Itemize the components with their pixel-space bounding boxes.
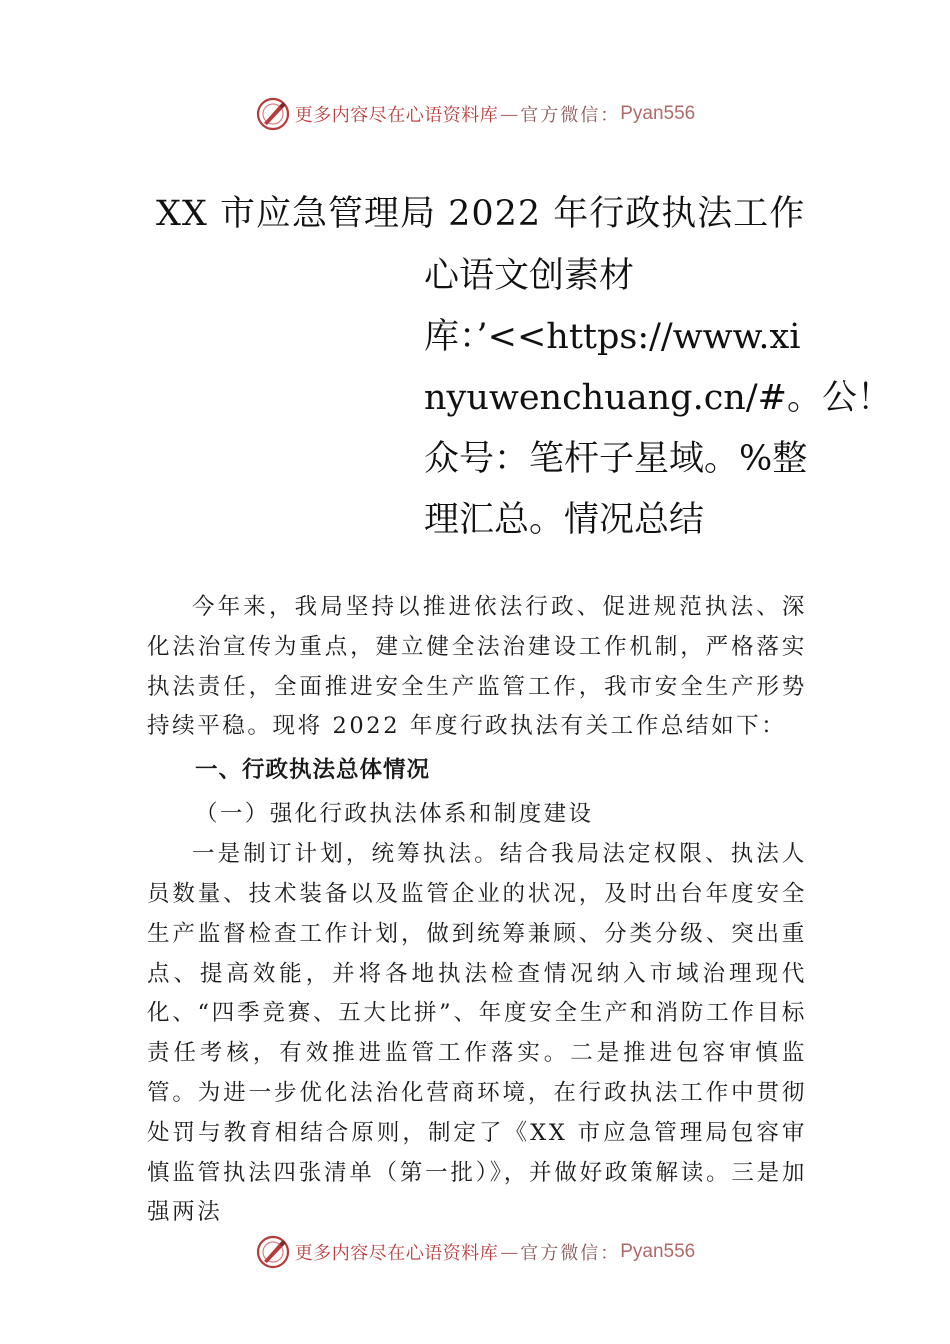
footer-banner <box>0 1232 950 1272</box>
banner-main-text: 更多内容尽在心语资料库 <box>294 105 499 126</box>
document-body <box>147 588 807 1233</box>
title-continuation <box>424 246 892 551</box>
title-line: 理汇总。情况总结 <box>424 500 705 540</box>
title-line: nyuwenchuang.cn/#。公！ <box>424 378 892 418</box>
title-line: 心语文创素材 <box>424 256 635 296</box>
subsection-heading: （一）强化行政执法体系和制度建设 <box>195 801 594 828</box>
banner-wechat-id: Pyan556 <box>620 103 696 124</box>
banner-wechat-label: 官方微信： <box>520 105 621 126</box>
banner-wechat-id: Pyan556 <box>620 1241 696 1262</box>
intro-paragraph: 今年来，我局坚持以推进依法行政、促进规范执法、深化法治宣传为重点，建立健全法治建设工作机制，严格落实执法责任，全面推进安全生产监管工作，我市安全生产形势持续平稳。现将 2022 年度行政执法有关工作总结如下： <box>147 594 807 740</box>
pen-circle-logo-icon <box>255 1234 291 1270</box>
banner-main-text: 更多内容尽在心语资料库 <box>294 1243 499 1264</box>
title-line: 众号：笔杆子星域。%整 <box>424 439 808 479</box>
banner-wechat-label: 官方微信： <box>520 1243 621 1264</box>
title-line: 库：’<<https://www.xi <box>424 317 801 357</box>
body-paragraph: 一是制订计划，统筹执法。结合我局法定权限、执法人员数量、技术装备以及监管企业的状况，及时出台年度安全生产监督检查工作计划，做到统筹兼顾、分类分级、突出重点、提高效能，并将各地执法检查情况纳入市域治理现代化、“四季竞赛、五大比拼”、年度安全生产和消防工作目标责任考核，有效推进监管工作落实。二是推进包容审慎监管。为进一步优化法治化营商环境，在行政执法工作中贯彻处罚与教育相结合原则，制定了《XX 市应急管理局包容审慎监管执法四张清单（第一批）》，并做好政策解读。三是加强两法 <box>147 841 807 1226</box>
section-heading: 一、行政执法总体情况 <box>195 757 431 784</box>
pen-circle-logo-icon <box>255 96 291 132</box>
header-banner <box>0 94 950 134</box>
banner-separator: — <box>500 103 519 125</box>
document-title: XX 市应急管理局 2022 年行政执法工作 <box>156 194 806 234</box>
banner-separator: — <box>500 1241 519 1263</box>
